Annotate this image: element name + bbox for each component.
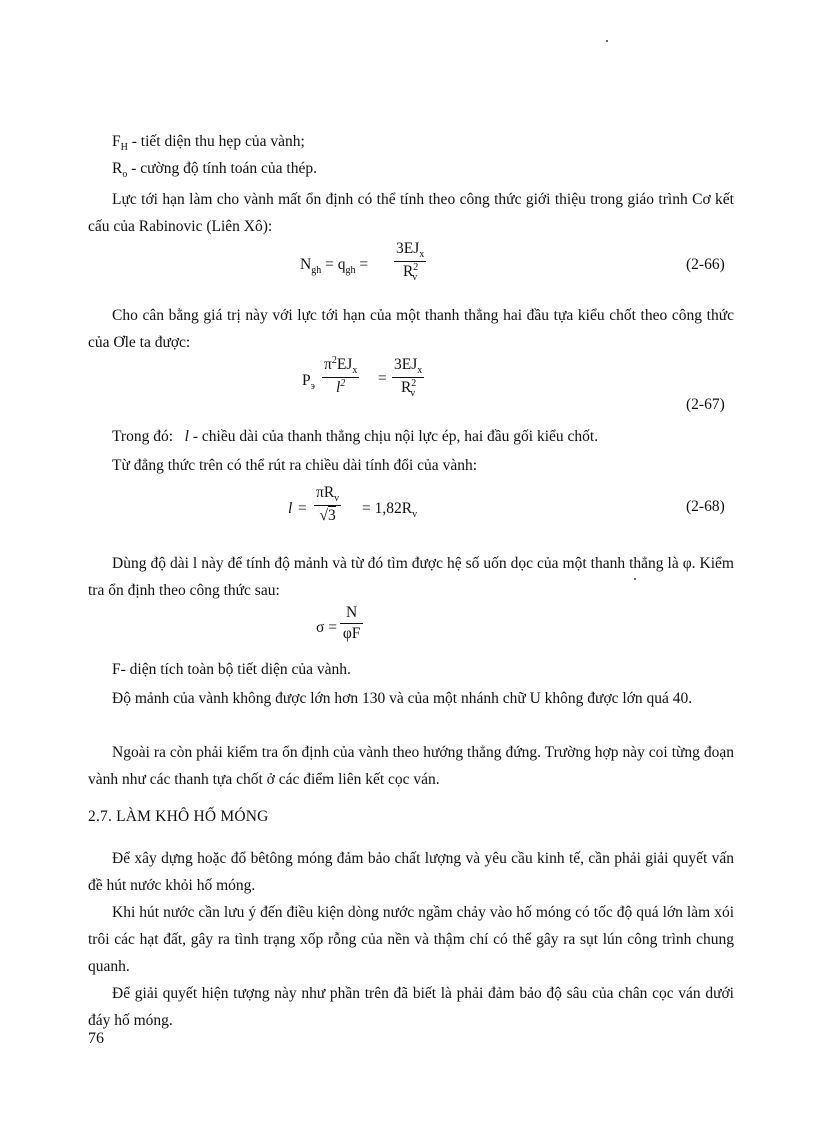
rhs-text: = 1,82R bbox=[362, 500, 413, 517]
numerator-text: 3EJ bbox=[394, 356, 418, 373]
operator: = bbox=[355, 256, 369, 273]
paragraph-10: Để giải quyết hiện tượng này như phần trên đã biết là phải đảm bảo độ sâu của chân cọc ván dưới đáy hố móng. bbox=[88, 985, 734, 1029]
eq67-lhs bbox=[302, 372, 315, 390]
definition-text: - cường độ tính toán của thép. bbox=[127, 160, 317, 177]
superscript: 2 bbox=[411, 378, 417, 389]
paragraph-5: F- diện tích toàn bộ tiết diện của vành. bbox=[112, 661, 351, 678]
sqrt-icon: √ bbox=[319, 507, 328, 524]
sigma-fraction bbox=[340, 604, 363, 643]
eq68-fraction bbox=[314, 484, 341, 525]
definition-text: - tiết diện thu hẹp của vành; bbox=[127, 133, 305, 150]
paragraph-8: Để xây dựng hoặc đổ bêtông móng đảm bảo chất lượng và yêu cầu kinh tế, cần phải giải quyết vấn đề hút nước khỏi hố móng. bbox=[88, 850, 734, 894]
denominator: φF bbox=[342, 625, 361, 642]
operator-equals: = bbox=[378, 370, 387, 387]
section-heading: 2.7. LÀM KHÔ HỐ MÓNG bbox=[88, 808, 269, 825]
superscript: 2 bbox=[340, 378, 346, 389]
eq66-lhs bbox=[300, 256, 368, 274]
paragraph-7: Ngoài ra còn phải kiểm tra ổn định của vành theo hướng thẳng đứng. Trường hợp này coi từng đoạn vành như các thanh tựa chốt ở các điểm liên kết cọc ván. bbox=[88, 744, 734, 788]
equation-2-67 bbox=[302, 356, 462, 406]
numerator-text: EJ bbox=[336, 356, 353, 373]
equation-label-2-67: (2-67) bbox=[686, 396, 725, 413]
where-text: - chiều dài của thanh thẳng chịu nội lực ép, hai đầu gối kiểu chốt. bbox=[188, 428, 599, 445]
subscript: x bbox=[417, 365, 423, 376]
symbol-p: P bbox=[302, 372, 311, 389]
paragraph-4: Dùng độ dài l này để tính độ mảnh và từ đó tìm được hệ số uốn dọc của một thanh thẳng là φ. Kiểm tra ổn định theo công thức sau: bbox=[88, 555, 734, 599]
numerator: N bbox=[340, 604, 363, 624]
denominator-text: l bbox=[336, 379, 341, 396]
numerator-text: 3EJ bbox=[396, 240, 420, 257]
superscript: 2 bbox=[331, 355, 337, 366]
subscript: v bbox=[410, 388, 416, 399]
paragraph-9: Khi hút nước cần lưu ý đến điều kiện dòng nước ngầm chảy vào hố móng có tốc độ quá lớn làm xói trôi các hạt đất, gây ra tình trạng xốp rỗng của nền và thậm chí có thể gây ra sụt lún công trình chung quanh. bbox=[88, 904, 734, 975]
numerator bbox=[394, 240, 426, 262]
where-line bbox=[112, 427, 598, 447]
operator: = q bbox=[321, 256, 346, 273]
numerator-text: πR bbox=[316, 484, 335, 501]
scan-speck bbox=[634, 578, 636, 580]
subscript: v bbox=[412, 272, 418, 283]
numerator bbox=[322, 356, 359, 378]
equation-2-68 bbox=[288, 484, 488, 532]
subscript: v bbox=[412, 509, 418, 520]
paragraph-3: Từ đẳng thức trên có thể rút ra chiều dài tính đổi của vành: bbox=[112, 457, 477, 474]
page-number: 76 bbox=[88, 1030, 104, 1047]
symbol-n: N bbox=[300, 256, 312, 273]
symbol-l: l bbox=[184, 428, 189, 445]
where-label: Trong đó: bbox=[112, 428, 174, 445]
symbol-f: F bbox=[112, 133, 121, 150]
denominator-text: 3 bbox=[327, 507, 336, 524]
numerator bbox=[314, 484, 341, 506]
subscript: gh bbox=[311, 265, 322, 276]
eq67-fraction-left bbox=[322, 356, 359, 399]
subscript: x bbox=[419, 249, 425, 260]
eq68-rhs bbox=[362, 500, 417, 518]
paragraph-2: Cho cân bằng giá trị này với lực tới hạn của một thanh thẳng hai đầu tựa kiểu chốt theo công thức của Ơle ta được: bbox=[88, 307, 734, 351]
scan-speck bbox=[606, 40, 608, 42]
definition-fh bbox=[112, 132, 305, 154]
sigma-lhs: σ = bbox=[316, 619, 337, 636]
subscript: э bbox=[310, 381, 315, 392]
paragraph-1: Lực tới hạn làm cho vành mất ổn định có thể tính theo công thức giới thiệu trong giáo trình Cơ kết cấu của Rabinovic (Liên Xô): bbox=[88, 191, 734, 235]
subscript: x bbox=[352, 365, 358, 376]
eq66-fraction bbox=[394, 240, 426, 283]
denominator-text: R bbox=[402, 263, 414, 280]
superscript: 2 bbox=[413, 262, 419, 273]
equation-label-2-68: (2-68) bbox=[686, 498, 725, 515]
denominator bbox=[394, 262, 426, 283]
subscript: H bbox=[120, 142, 128, 153]
operator-equals: = bbox=[298, 500, 307, 517]
paragraph-6: Độ mảnh của vành không được lớn hơn 130 và của một nhánh chữ U không được lớn quá 40. bbox=[112, 690, 693, 707]
denominator bbox=[322, 378, 359, 399]
denominator bbox=[392, 378, 424, 399]
subscript: v bbox=[334, 493, 340, 504]
pi-symbol: π bbox=[324, 356, 332, 373]
numerator bbox=[392, 356, 424, 378]
equation-sigma bbox=[316, 604, 396, 650]
equation-label-2-66: (2-66) bbox=[686, 256, 725, 273]
denominator-text: R bbox=[400, 379, 412, 396]
definition-ro bbox=[112, 159, 317, 181]
denominator bbox=[314, 506, 341, 525]
symbol-l: l bbox=[288, 500, 293, 517]
subscript: o bbox=[122, 169, 128, 180]
subscript: gh bbox=[345, 265, 356, 276]
symbol-r: R bbox=[112, 160, 123, 177]
eq67-fraction-right bbox=[392, 356, 424, 399]
